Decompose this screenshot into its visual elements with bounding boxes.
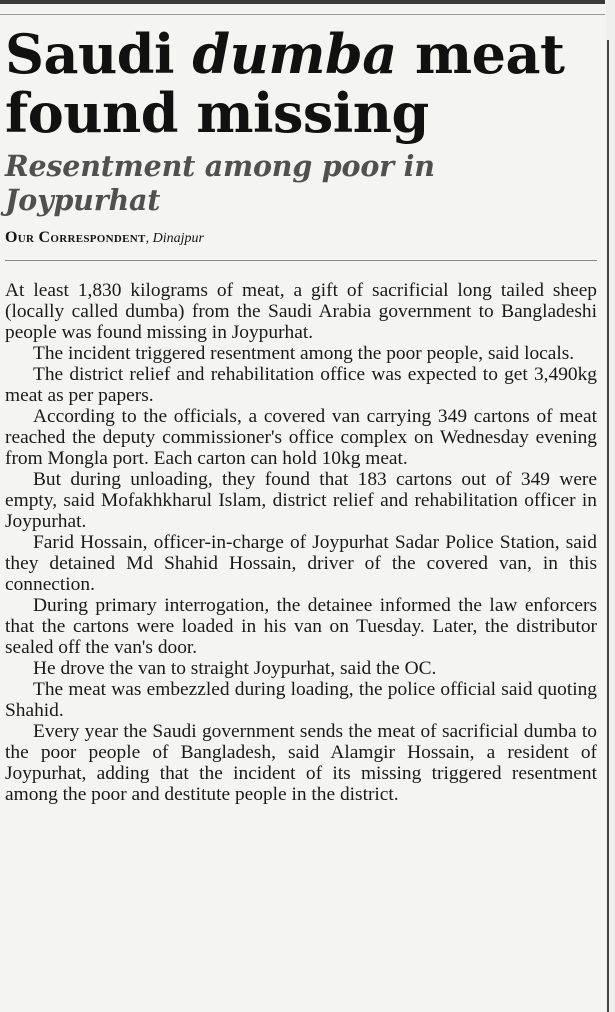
top-rule [0, 0, 605, 4]
headline-part1: Saudi [5, 22, 193, 86]
byline [5, 229, 597, 248]
top-rule-thin [0, 14, 605, 15]
byline-place: Dinajpur [152, 231, 205, 246]
subheadline: Resentment among poor in Joypurhat [5, 149, 435, 217]
paragraph: According to the officials, a covered van carrying 349 cartons of meat reached the deputy commissioner's office complex on Wednesday evening from Mongla port. Each carton can hold 10kg meat. [5, 406, 597, 469]
headline-italic-word: dumba [192, 22, 397, 86]
paragraph: The incident triggered resentment among the poor people, said locals. [33, 343, 575, 364]
byline-divider [5, 260, 597, 261]
paragraph: He drove the van to straight Joypurhat, said the OC. [33, 658, 437, 679]
paragraph: At least 1,830 kilograms of meat, a gift of sacrificial long tailed sheep (locally called dumba) from the Saudi Arabia government to Bangladeshi people was found missing in Joypurhat. [5, 280, 597, 343]
column-divider [607, 40, 609, 1012]
headline-part2: meat found missing [5, 22, 565, 145]
paragraph: The meat was embezzled during loading, the police official said quoting Shahid. [5, 679, 597, 721]
article [5, 22, 597, 805]
paragraph: Farid Hossain, officer-in-charge of Joypurhat Sadar Police Station, said they detained Md Shahid Hossain, driver of the covered van, in this connection. [5, 532, 597, 595]
headline [5, 22, 597, 145]
paragraph: Every year the Saudi government sends the meat of sacrificial dumba to the poor people of Bangladesh, said Alamgir Hossain, a resident of Joypurhat, adding that the incident of its missing triggered resentment among the poor and destitute people in the district. [5, 721, 597, 805]
article-body [5, 280, 597, 805]
byline-separator: , [145, 231, 153, 246]
paragraph: But during unloading, they found that 183 cartons out of 349 were empty, said Mofakhkharul Islam, district relief and rehabilitation officer in Joypurhat. [5, 469, 597, 532]
byline-name: Our Correspondent [5, 229, 146, 246]
paragraph: The district relief and rehabilitation office was expected to get 3,490kg meat as per papers. [5, 364, 597, 406]
paragraph: During primary interrogation, the detainee informed the law enforcers that the cartons were loaded in his van on Tuesday. Later, the distributor sealed off the van's door. [5, 595, 597, 658]
